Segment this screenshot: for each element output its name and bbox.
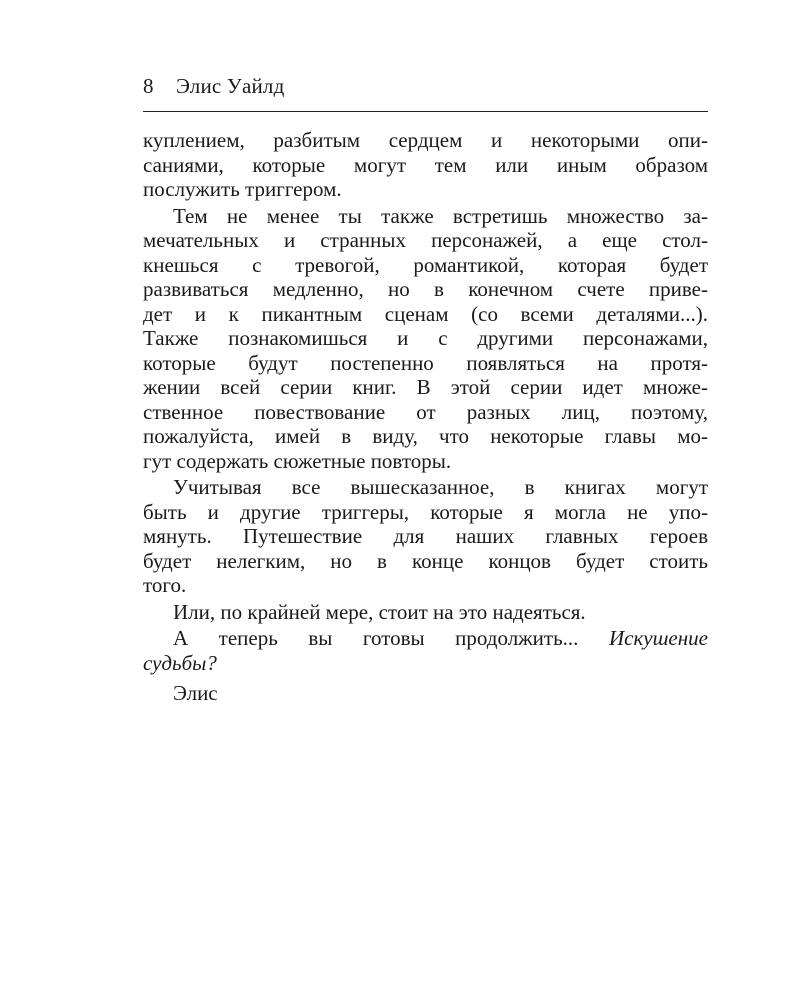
text-line: развиваться медленно, но в конечном счете приве- [143,277,708,301]
book-title-italic: Искушение [608,626,708,650]
text-line [143,626,708,651]
paragraph-1 [143,128,708,202]
closing-text: А теперь вы готовы продолжить... [173,626,609,650]
header-divider [143,111,708,112]
author-signature: Элис [173,681,218,705]
running-head [143,72,708,108]
text-line: послужить триггером. [143,177,342,201]
text-line: Или, по крайней мере, стоит на это надеяться. [173,599,586,624]
body-text [143,128,708,708]
paragraph-3 [143,475,708,598]
text-line: того. [143,573,187,597]
text-line: Учитывая все вышесказанное, в книгах могут [173,475,708,499]
paragraph-2 [143,204,708,474]
text-line: ственное повествование от разных лиц, поэтому, [143,399,708,424]
text-line: Тем не менее ты также встретишь множество за- [173,203,708,228]
text-line: Также познакомишься и с другими персонажами, [143,326,708,350]
text-line: саниями, которые могут тем или иным образом [143,152,708,177]
signature-paragraph [143,681,708,706]
text-line: кнешься с тревогой, романтикой, которая будет [143,252,708,277]
closing-paragraph [143,626,708,675]
paragraph-4 [143,600,708,625]
text-line: пожалуйста, имей в виду, что некоторые главы мо- [143,424,708,448]
text-line: куплением, разбитым сердцем и некоторыми опи- [143,128,708,152]
text-line: жении всей серии книг. В этой серии идет множе- [143,375,708,399]
running-head-author: Элис Уайлд [176,74,285,98]
text-line: гут содержать сюжетные повторы. [143,448,452,473]
book-title-italic-continued: судьбы? [143,650,217,675]
text-line: которые будут постепенно появляться на протя- [143,350,708,375]
text-line: дет и к пикантным сценам (со всеми деталями...). [143,301,708,326]
text-line: мянуть. Путешествие для наших главных героев [143,524,708,548]
text-line: мечательных и странных персонажей, а еще стол- [143,228,708,252]
text-line: будет нелегким, но в конце концов будет стоить [143,548,708,573]
text-line: быть и другие триггеры, которые я могла не упо- [143,499,708,524]
page-number: 8 [143,74,154,98]
